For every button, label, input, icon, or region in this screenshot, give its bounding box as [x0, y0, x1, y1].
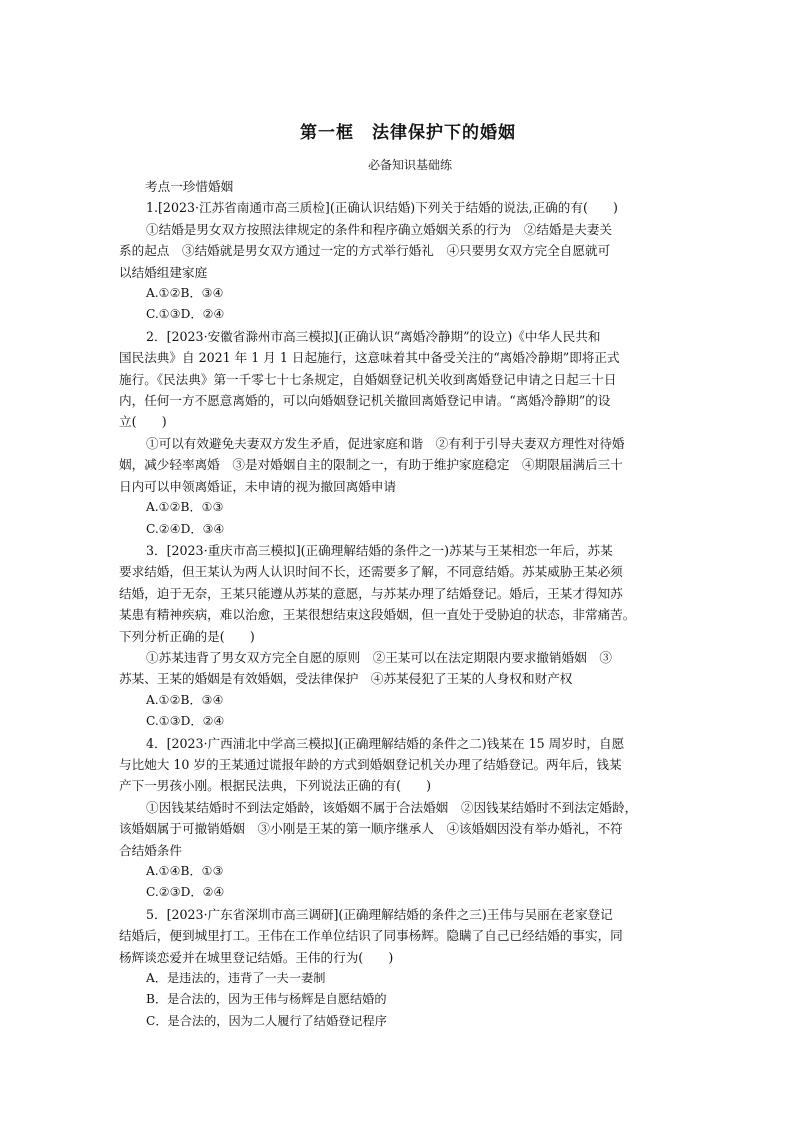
question-4 [119, 733, 679, 904]
answer-options: A.①②B．①③ [146, 500, 224, 515]
answer-options: A.①②B．③④ [146, 692, 224, 707]
question-3 [119, 540, 679, 733]
answer-options: A.①④B．①③ [146, 864, 224, 878]
answer-option-c: C．是合法的，因为二人履行了结婚登记程序 [146, 1013, 387, 1028]
question-text: 施行。《民法典》第一千零七十七条规定，自婚姻登记机关收到离婚登记申请之日起三十日 [119, 371, 617, 387]
question-text: 结婚，迫于无奈，王某只能遵从苏某的意愿，与苏某办理了结婚登记。婚后，王某才得知苏 [119, 585, 623, 601]
question-text: 以结婚组建家庭 [119, 264, 208, 280]
question-text: 要求结婚，但王某认为两人认识时间不长，还需要多了解，不同意结婚。苏某威胁王某必须 [119, 564, 623, 580]
question-text: ①可以有效避免夫妻双方发生矛盾，促进家庭和谐 ②有利于引导夫妻双方理性对待婚 [146, 435, 625, 451]
page-subtitle: 必备知识基础练 [367, 158, 452, 172]
question-text: 杨辉谈恋爱并在城里登记结婚。王伟的行为( ) [119, 949, 394, 965]
question-stem: 5．[2023·广东省深圳市高三调研](正确理解结婚的条件之三)王伟与吴丽在老家登记 [146, 906, 613, 922]
question-text: ①结婚是男女双方按照法律规定的条件和程序确立婚姻关系的行为 ②结婚是夫妻关 [146, 221, 612, 237]
answer-options: A.①②B．③④ [146, 286, 224, 301]
question-text: 国民法典》自 2021 年 1 月 1 日起施行，这意味着其中备受关注的“离婚冷静期”即将正式 [119, 350, 620, 366]
question-text: 苏某、王某的婚姻是有效婚姻，受法律保护 ④苏某侵犯了王某的人身权和财产权 [119, 671, 573, 687]
question-stem: 4．[2023·广西浦北中学高三模拟](正确理解结婚的条件之二)钱某在 15 周岁时，自愿 [146, 735, 625, 751]
question-text: 内，任何一方不愿意离婚的，可以向婚姻登记机关撤回离婚登记申请。“离婚冷静期”的设 [119, 393, 611, 409]
question-text: 与比她大 10 岁的王某通过谎报年龄的方式到婚姻登记机关办理了结婚登记。两年后，钱某 [119, 756, 622, 772]
question-stem: 3．[2023·重庆市高三模拟](正确理解结婚的条件之一)苏某与王某相恋一年后，苏某 [146, 542, 613, 558]
question-text: 某患有精神疾病，难以治愈，王某很想结束这段婚姻，但一直处于受胁迫的状态，非常痛苦。 [119, 607, 636, 623]
question-text: 日内可以申领离婚证，未申请的视为撤回离婚申请 [119, 478, 397, 494]
answer-option-b: B．是合法的，因为王伟与杨辉是自愿结婚的 [146, 992, 387, 1007]
question-text: 该婚姻属于可撤销婚姻 ③小刚是王某的第一顺序继承人 ④该婚姻因没有举办婚礼，不符 [119, 821, 623, 837]
answer-options: C.②④D．③④ [146, 521, 225, 536]
question-text: 产下一男孩小刚。根据民法典，下列说法正确的有( ) [119, 778, 432, 794]
question-1 [119, 197, 679, 325]
question-stem: 1.[2023·江苏省南通市高三质检](正确认识结婚)下列关于结婚的说法,正确的有( ) [146, 200, 618, 216]
question-2 [119, 326, 679, 540]
question-text: 合结婚条件 [119, 842, 182, 858]
answer-options: C.①③D．②④ [146, 714, 225, 729]
question-text: 下列分析正确的是( ) [119, 628, 255, 644]
answer-option-a: A．是违法的，违背了一夫一妻制 [146, 971, 326, 986]
question-text: 立( ) [119, 414, 167, 430]
answer-options: C.②③D．②④ [146, 885, 225, 900]
question-text: 系的起点 ③结婚就是男女双方通过一定的方式举行婚礼 ④只要男女双方完全自愿就可 [119, 243, 611, 259]
question-stem: 2．[2023·安徽省滁州市高三模拟](正确认识“离婚冷静期”的设立)《中华人民共和 [146, 328, 601, 344]
page-title: 第一框 法律保护下的婚姻 [300, 123, 516, 143]
question-text: ①因钱某结婚时不到法定婚龄，该婚姻不属于合法婚姻 ②因钱某结婚时不到法定婚龄， [146, 799, 638, 815]
question-text: 姻，减少轻率离婚 ③是对婚姻自主的限制之一，有助于维护家庭稳定 ④期限届满后三十 [119, 457, 623, 473]
question-5 [119, 904, 679, 1032]
document-page [119, 118, 679, 1032]
answer-options: C.①③D．②④ [146, 307, 225, 322]
question-text: 结婚后，便到城里打工。王伟在工作单位结识了同事杨辉。隐瞒了自己已经结婚的事实，同 [119, 928, 623, 944]
section-heading: 考点一珍惜婚姻 [145, 179, 234, 194]
question-text: ①苏某违背了男女双方完全自愿的原则 ②王某可以在法定期限内要求撤销婚姻 ③ [146, 649, 612, 665]
